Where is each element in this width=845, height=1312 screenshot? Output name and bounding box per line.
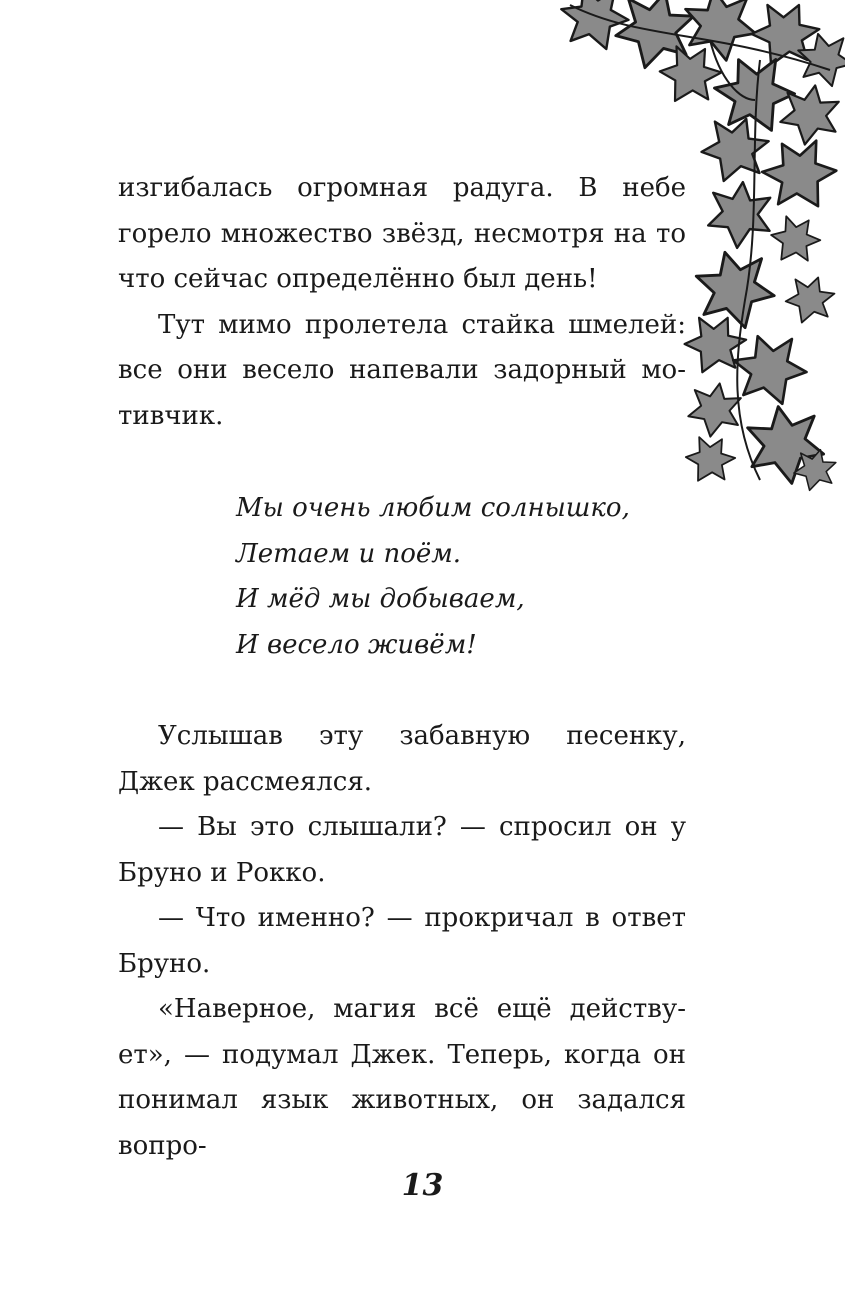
- poem-line: И весело живём!: [236, 629, 477, 660]
- paragraph: изгибалась огромная радуга. В небе горело множество звёзд, несмотря на то что сейчас определённо был день!: [118, 173, 686, 294]
- poem: [236, 486, 630, 668]
- paragraph: Тут мимо пролетела стайка шмелей: все они весело напевали задорный мотивчик.: [118, 309, 686, 431]
- page-number: 13: [401, 1168, 444, 1203]
- poem-line: Мы очень любим солнышко,: [236, 493, 630, 523]
- body-text-top: [118, 166, 686, 439]
- paragraph: Услышав эту забавную песенку, Джек рассмеялся.: [118, 721, 686, 797]
- poem-line: И мёд мы добываем,: [236, 584, 525, 614]
- poem-line: Летаем и поём.: [236, 538, 462, 569]
- paragraph: «Наверное, магия всё ещё действует», — подумал Джек. Теперь, когда он понимал язык животных, он задался вопро-: [118, 994, 686, 1161]
- body-text-bottom: [118, 714, 686, 1169]
- paragraph: — Что именно? — прокричал в ответ Бруно.: [118, 903, 686, 979]
- paragraph: — Вы это слышали? — спросил он у Бруно и Рокко.: [118, 812, 686, 888]
